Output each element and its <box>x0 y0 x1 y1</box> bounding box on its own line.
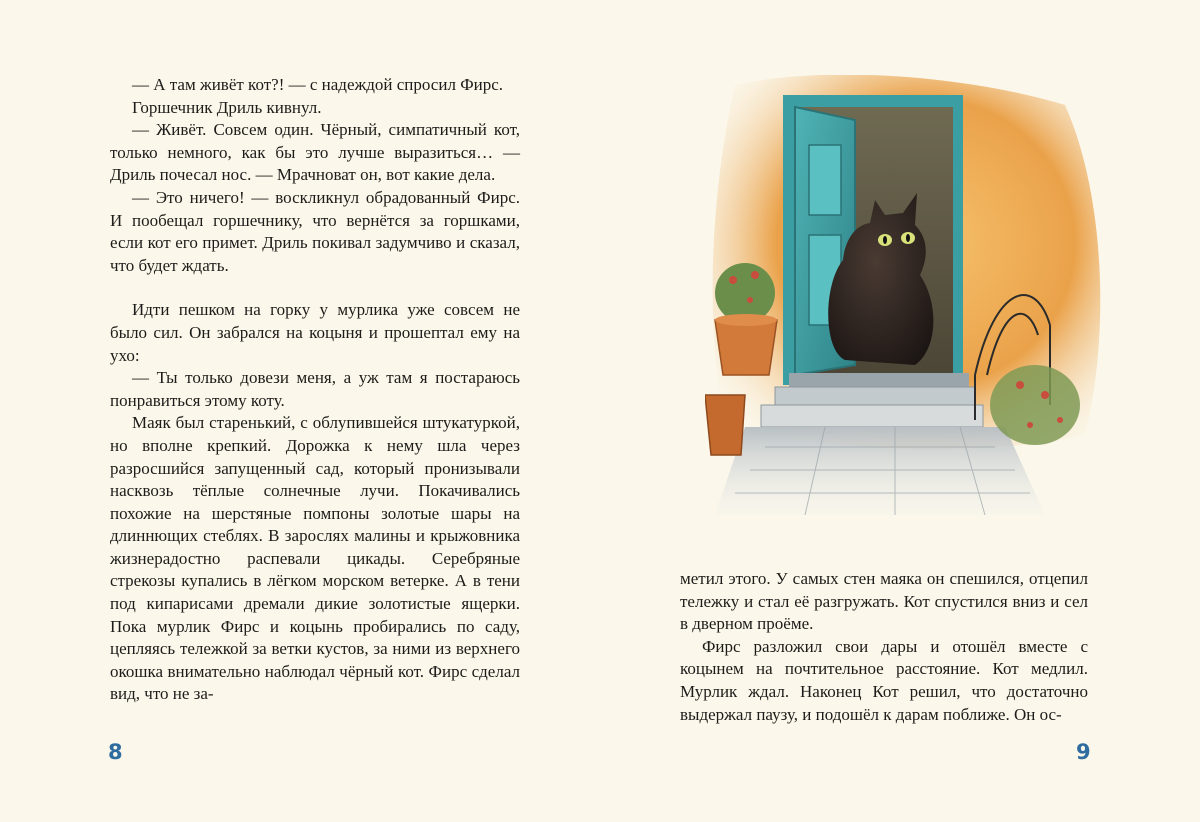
paragraph: — Ты только довези меня, а уж там я постараюсь понравиться этому коту. <box>110 368 520 410</box>
garden-path <box>715 427 1045 515</box>
left-page-text <box>110 74 520 706</box>
paragraph: Горшечник Дриль кивнул. <box>132 97 322 117</box>
right-page-text <box>680 568 1088 726</box>
stone-steps <box>761 373 983 427</box>
paragraph: Маяк был старенький, с облупившейся штукатуркой, но вполне крепкий. Дорожка к нему шла через разросшийся запущенный сад, который пронизывали насквозь тёплые солнечные лучи. Покачивались похожие на шерстяные помпоны золотые шары на длиннющих стеблях. В зарослях малины и крыжовника жизнерадостно распевали цикады. Серебряные стрекозы купались в лёгком морском ветерке. А в тени под кипарисами дремали дикие золотистые ящерки. Пока мурлик Фирс и коцынь пробирались по саду, цепляясь тележкой за ветки кустов, за ними из верхнего окошка внимательно наблюдал чёрный кот. Фирс сделал вид, что не за- <box>110 413 520 704</box>
paragraph: Фирс разложил свои дары и отошёл вместе с коцынем на почтительное расстояние. Кот медлил. Мурлик ждал. Наконец Кот решил, что достаточно выдержал паузу, и подошёл к дарам поближе. Он ос- <box>680 636 1088 724</box>
paragraph: Идти пешком на горку у мурлика уже совсем не было сил. Он забрался на коцыня и прошептал ему на ухо: <box>110 300 520 365</box>
paragraph: — Это ничего! — воскликнул обрадованный Фирс. И пообещал горшечнику, что вернётся за горшками, если кот его примет. Дриль покивал задумчиво и сказал, что будет ждать. <box>110 187 520 275</box>
paragraph: — Живёт. Совсем один. Чёрный, симпатичный кот, только немного, как бы это лучше выразиться… — Дриль почесал нос. — Мрачноват он, вот какие дела. <box>110 120 520 185</box>
paragraph: метил этого. У самых стен маяка он спешился, отцепил тележку и стал её разгружать. Кот спустился вниз и сел в дверном проёме. <box>680 569 1088 634</box>
berry-bush-icon <box>990 365 1080 445</box>
page-number-left: 8 <box>108 740 123 764</box>
right-page <box>600 0 1200 822</box>
watercolor-illustration <box>705 75 1105 515</box>
paragraph: — А там живёт кот?! — с надеждой спросил Фирс. <box>132 75 504 94</box>
page-number-right: 9 <box>1076 740 1091 764</box>
